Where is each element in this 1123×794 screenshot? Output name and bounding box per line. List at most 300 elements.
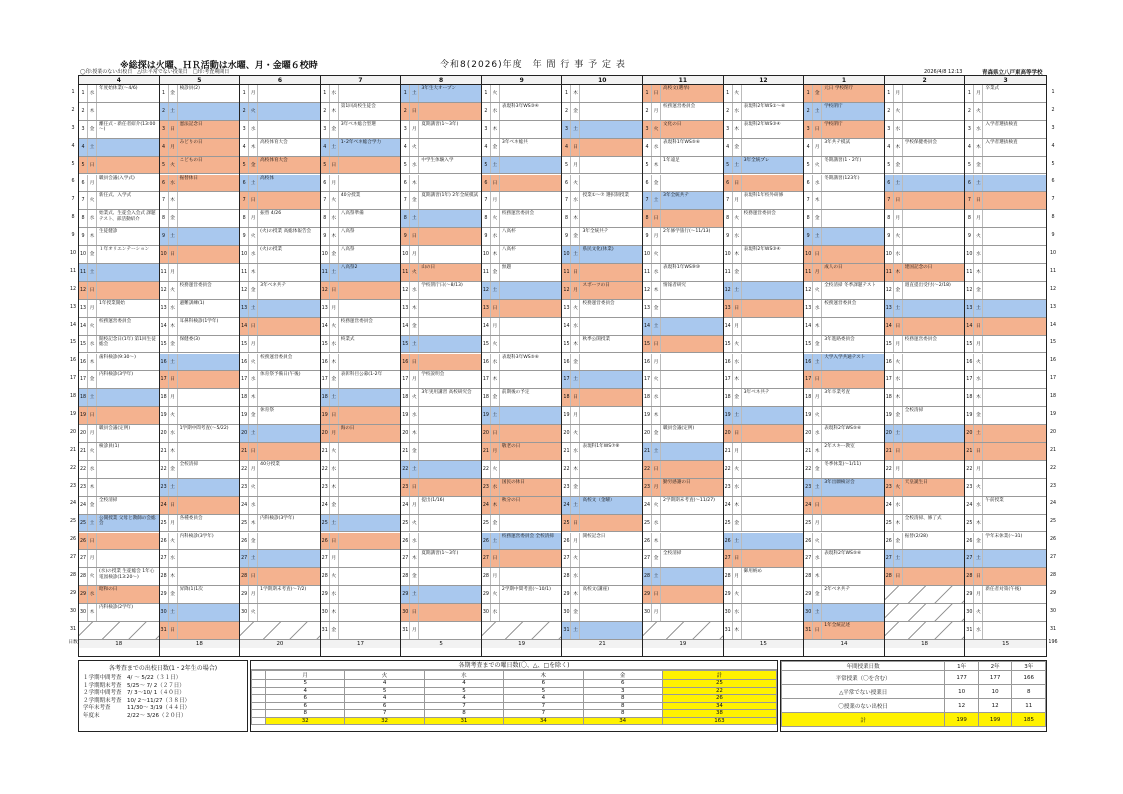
day-event: 内科検診(3学年) (99, 372, 134, 378)
day-row (240, 443, 320, 461)
side-day-number: 18 (69, 394, 77, 400)
day-number: 5 (643, 157, 652, 174)
day-number: 18 (965, 389, 974, 406)
side-day-number: 10 (69, 251, 77, 257)
weekday: 木 (169, 568, 178, 585)
day-row (724, 282, 804, 300)
day-row (562, 371, 642, 389)
side-day-number: 19 (69, 412, 77, 418)
day-row (804, 425, 884, 443)
weekday: 金 (169, 586, 178, 603)
day-number: 30 (482, 604, 491, 621)
day-number: 12 (804, 282, 813, 299)
day-number: 4 (240, 139, 249, 156)
day-event (983, 550, 1046, 567)
day-event (258, 103, 320, 120)
weekday: 水 (491, 103, 500, 120)
day-event (419, 515, 481, 532)
day-number: 24 (79, 497, 88, 514)
print-date: 2026/4/8 12:13 (924, 69, 963, 75)
day-event: みどりの日 (179, 139, 203, 145)
weekday: 木 (571, 461, 580, 478)
day-event (661, 407, 723, 424)
day-row (804, 175, 884, 193)
month-column (79, 76, 160, 656)
weekday: 金 (571, 604, 580, 621)
day-number: 3 (79, 121, 88, 138)
day-event (580, 568, 642, 585)
day-number: 2 (885, 103, 894, 120)
weekday: 月 (249, 586, 258, 603)
weekday: 月 (169, 264, 178, 281)
weekday: 火 (813, 533, 822, 550)
day-row (79, 336, 159, 354)
day-event (661, 354, 723, 371)
weekday: 木 (733, 121, 742, 138)
day-event (580, 461, 642, 478)
day-number: 9 (965, 228, 974, 245)
month-total: 18 (195, 640, 203, 647)
weekday: 金 (974, 533, 983, 550)
summary-cell: △平常でない授業日 (782, 685, 945, 699)
day-row (562, 354, 642, 372)
day-number: 26 (482, 533, 491, 550)
day-event (419, 336, 481, 353)
day-number: 8 (321, 210, 330, 227)
day-event (258, 550, 320, 567)
weekday: 火 (330, 192, 339, 209)
weekday-cell: 5 (504, 687, 583, 695)
day-number: 13 (724, 300, 733, 317)
day-event (419, 175, 481, 192)
day-number: 27 (321, 550, 330, 567)
weekday: 木 (733, 371, 742, 388)
month-total: 15 (1002, 640, 1010, 647)
day-row (643, 264, 723, 282)
day-event: 開校記念日(1年) 第1回生徒総会 (99, 336, 156, 348)
side-day-number: 29 (1049, 590, 1057, 596)
day-row (885, 282, 965, 300)
day-row (321, 515, 401, 533)
day-event: 内科検診(2学年) (99, 605, 134, 611)
weekday-row-label (252, 717, 266, 725)
day-event (97, 103, 159, 120)
day-number: 25 (240, 515, 249, 532)
day-number: 21 (482, 443, 491, 460)
day-number: 10 (724, 246, 733, 263)
day-row (79, 192, 159, 210)
day-event: 高校体 (260, 175, 274, 181)
weekday-row-label (252, 695, 266, 703)
weekday: 土 (733, 407, 742, 424)
weekday: 月 (169, 515, 178, 532)
day-row (482, 461, 562, 479)
day-number: 23 (643, 479, 652, 496)
month-total: 14 (840, 640, 848, 647)
day-row (160, 371, 240, 389)
day-event (500, 568, 562, 585)
day-event (419, 425, 481, 442)
day-number: 18 (79, 389, 88, 406)
weekday: 金 (571, 103, 580, 120)
day-row (885, 371, 965, 389)
day-number: 24 (240, 497, 249, 514)
day-row (482, 139, 562, 157)
weekday: 火 (491, 461, 500, 478)
weekday: 土 (88, 264, 97, 281)
day-row (401, 210, 481, 228)
weekday: 木 (169, 318, 178, 335)
day-row (79, 175, 159, 193)
weekday: 木 (249, 139, 258, 156)
day-number: 11 (79, 264, 88, 281)
day-event: 国民の休日 (501, 479, 525, 485)
day-event (339, 443, 401, 460)
day-number: 28 (885, 568, 894, 585)
day-event (983, 443, 1046, 460)
day-number: 16 (965, 354, 974, 371)
day-event (742, 479, 804, 496)
day-number: 10 (804, 246, 813, 263)
day-row (885, 318, 965, 336)
day-event: 2学期期末考査(～11/27) (663, 497, 715, 503)
day-event (419, 479, 481, 496)
weekday: 日 (249, 192, 258, 209)
weekday: 月 (410, 622, 419, 639)
day-event (178, 354, 240, 371)
side-day-number: 19 (1049, 412, 1057, 418)
day-number: 28 (321, 568, 330, 585)
day-number: 7 (804, 192, 813, 209)
day-row (482, 515, 562, 533)
day-event: 冬期講習(1・2年) (824, 157, 862, 163)
weekday-count-table (251, 670, 777, 725)
day-number: 18 (885, 389, 894, 406)
day-number: 14 (160, 318, 169, 335)
day-number: 10 (885, 246, 894, 263)
day-event (903, 425, 965, 442)
weekday: 木 (249, 389, 258, 406)
day-event: 職員会議(入学式) (99, 175, 135, 181)
day-number: 5 (79, 157, 88, 174)
day-number: 16 (401, 354, 410, 371)
day-number: 16 (643, 354, 652, 371)
day-event (983, 425, 1046, 442)
day-row (643, 157, 723, 175)
day-row (160, 407, 240, 425)
weekday: 火 (491, 85, 500, 102)
day-event (500, 85, 562, 102)
day-event (178, 192, 240, 209)
day-row (79, 407, 159, 425)
total-days: 196 (1048, 639, 1058, 645)
month-header: 4 (79, 76, 159, 85)
weekday: 金 (733, 139, 742, 156)
weekday: 日 (491, 175, 500, 192)
weekday: 木 (410, 550, 419, 567)
day-number: 19 (160, 407, 169, 424)
day-number: 16 (724, 354, 733, 371)
weekday: 日 (571, 139, 580, 156)
day-event: 内科検診(3学年) (260, 515, 295, 521)
day-row (79, 389, 159, 407)
day-number: 19 (885, 407, 894, 424)
day-number: 24 (885, 497, 894, 514)
weekday: 水 (330, 85, 339, 102)
day-row (401, 318, 481, 336)
side-day-number: 13 (1049, 304, 1057, 310)
day-number: 28 (562, 568, 571, 585)
day-row (321, 425, 401, 443)
weekday: 火 (571, 550, 580, 567)
weekday: 金 (410, 568, 419, 585)
day-event (742, 443, 804, 460)
day-number: 17 (804, 371, 813, 388)
day-row (965, 354, 1046, 372)
day-row (482, 300, 562, 318)
day-row (562, 228, 642, 246)
weekday-cell: 8 (583, 702, 662, 710)
day-event: 校務運営委員会 (179, 282, 212, 288)
weekday: 金 (733, 264, 742, 281)
day-number: 18 (643, 389, 652, 406)
day-row (965, 336, 1046, 354)
weekday-cell: 5 (424, 687, 503, 695)
day-event: 秋分の日 (501, 497, 521, 503)
weekday: 土 (410, 336, 419, 353)
day-event: 午前授業 (985, 497, 1004, 503)
day-row (643, 210, 723, 228)
day-row (240, 479, 320, 497)
day-event (742, 85, 804, 102)
day-row (160, 228, 240, 246)
weekday: 火 (894, 103, 903, 120)
side-day-number: 29 (69, 590, 77, 596)
day-event (178, 550, 240, 567)
day-number: 26 (724, 533, 733, 550)
side-day-number: 12 (69, 286, 77, 292)
weekday: 月 (894, 210, 903, 227)
day-event (178, 246, 240, 263)
weekday: 木 (894, 515, 903, 532)
weekday: 日 (491, 425, 500, 442)
weekday: 木 (652, 282, 661, 299)
month-header: 9 (482, 76, 562, 85)
day-event: 表現科1年WS⑤⑥ (663, 139, 701, 145)
weekday: 水 (974, 246, 983, 263)
day-number: 8 (804, 210, 813, 227)
day-row (160, 550, 240, 568)
weekday: 水 (652, 515, 661, 532)
day-number: 11 (482, 264, 491, 281)
day-row (240, 586, 320, 604)
day-row (804, 246, 884, 264)
day-row (965, 85, 1046, 103)
day-event (822, 371, 884, 388)
day-number: 15 (885, 336, 894, 353)
day-event (339, 389, 401, 406)
summary-cell: 〇授業のない出校日 (782, 699, 945, 713)
annual-summary-table (781, 661, 1046, 727)
month-total-row (965, 640, 1046, 648)
day-event: 内科検診(3学年) (179, 533, 214, 539)
weekday: 金 (88, 371, 97, 388)
side-day-number: 23 (1049, 483, 1057, 489)
day-number: 2 (240, 103, 249, 120)
day-row (321, 568, 401, 586)
day-event (742, 407, 804, 424)
weekday: 月 (330, 550, 339, 567)
day-row (885, 443, 965, 461)
side-day-number: 22 (69, 465, 77, 471)
weekday: 水 (974, 121, 983, 138)
weekday: 土 (813, 604, 822, 621)
day-event (742, 586, 804, 603)
weekday: 水 (169, 300, 178, 317)
weekday: 木 (491, 246, 500, 263)
day-number: 20 (160, 425, 169, 442)
day-row (160, 533, 240, 551)
day-row (160, 622, 240, 640)
weekday: 月 (169, 389, 178, 406)
day-number: 28 (240, 568, 249, 585)
weekday: 火 (169, 157, 178, 174)
weekday: 木 (410, 175, 419, 192)
day-row (79, 550, 159, 568)
day-number: 11 (401, 264, 410, 281)
weekday: 日 (88, 533, 97, 550)
day-row (965, 515, 1046, 533)
weekday: 火 (652, 246, 661, 263)
day-row (724, 192, 804, 210)
weekday: 木 (733, 497, 742, 514)
day-number: 21 (562, 443, 571, 460)
day-event: 校務運営委員会 全校清掃 (501, 533, 554, 539)
weekday: 日 (974, 568, 983, 585)
day-number: 27 (401, 550, 410, 567)
day-row (965, 282, 1046, 300)
weekday: 金 (88, 121, 97, 138)
side-day-number: 26 (69, 537, 77, 543)
day-number: 20 (401, 425, 410, 442)
day-row (804, 318, 884, 336)
day-event (178, 371, 240, 388)
day-event (258, 568, 320, 585)
day-number: 23 (885, 479, 894, 496)
day-row (804, 371, 884, 389)
day-number: 4 (643, 139, 652, 156)
month-total: 15 (759, 640, 767, 647)
day-row (562, 550, 642, 568)
day-event (742, 318, 804, 335)
day-number: 25 (321, 515, 330, 532)
weekday: 木 (974, 139, 983, 156)
weekday: 水 (571, 568, 580, 585)
day-number: 2 (724, 103, 733, 120)
day-event (822, 210, 884, 227)
day-row (804, 354, 884, 372)
day-number: 5 (562, 157, 571, 174)
weekday-row-label (252, 680, 266, 688)
day-number: 10 (965, 246, 974, 263)
day-number: 5 (965, 157, 974, 174)
weekday: 金 (491, 515, 500, 532)
day-number: 29 (724, 586, 733, 603)
day-number: 7 (401, 192, 410, 209)
weekday: 火 (249, 228, 258, 245)
day-row (79, 568, 159, 586)
day-event: 公開授業 父母と教師の会総会 (99, 515, 156, 527)
month-total: 20 (276, 640, 284, 647)
day-row (965, 139, 1046, 157)
day-event (419, 461, 481, 478)
day-row (724, 85, 804, 103)
weekday: 水 (88, 461, 97, 478)
day-row (643, 568, 723, 586)
summary-row (782, 699, 1046, 713)
day-number: 13 (562, 300, 571, 317)
day-event (500, 300, 562, 317)
day-event (178, 497, 240, 514)
day-number: 21 (240, 443, 249, 460)
day-number: 21 (321, 443, 330, 460)
day-row (804, 389, 884, 407)
weekday: 日 (571, 389, 580, 406)
weekday: 月 (410, 497, 419, 514)
day-event: 卒業式 (985, 86, 1000, 91)
weekday: 土 (974, 300, 983, 317)
day-number: 19 (79, 407, 88, 424)
day-number: 29 (160, 586, 169, 603)
day-row (79, 354, 159, 372)
day-event (500, 604, 562, 621)
weekday: 金 (169, 336, 178, 353)
day-event (500, 371, 562, 388)
weekday: 水 (652, 264, 661, 281)
weekday-cell: 3 (583, 687, 662, 695)
weekday: 日 (169, 121, 178, 138)
day-row (804, 443, 884, 461)
day-event: 文化の日 (663, 121, 682, 127)
weekday-cell: 32 (266, 717, 345, 725)
summary-header: 3年 (1012, 662, 1046, 671)
day-number: 25 (160, 515, 169, 532)
day-event (258, 479, 320, 496)
weekday: 日 (410, 604, 419, 621)
day-event: 八高祭 (340, 247, 355, 253)
month-header: 7 (321, 76, 401, 85)
day-event (983, 354, 1046, 371)
day-row (401, 264, 481, 282)
weekday: 土 (410, 586, 419, 603)
weekday: 月 (813, 389, 822, 406)
day-number: 16 (804, 354, 813, 371)
day-event (661, 336, 723, 353)
day-event (580, 389, 642, 406)
weekday: 土 (330, 139, 339, 156)
weekday: 日 (169, 622, 178, 639)
day-number: 29 (401, 586, 410, 603)
day-event (419, 139, 481, 156)
day-number: 26 (401, 533, 410, 550)
day-event: 表現科3年WS③④ (501, 103, 539, 109)
day-number: 23 (965, 479, 974, 496)
weekday: 火 (652, 371, 661, 388)
day-event (983, 479, 1046, 496)
weekday: 火 (491, 586, 500, 603)
day-event (580, 264, 642, 281)
day-row (643, 354, 723, 372)
